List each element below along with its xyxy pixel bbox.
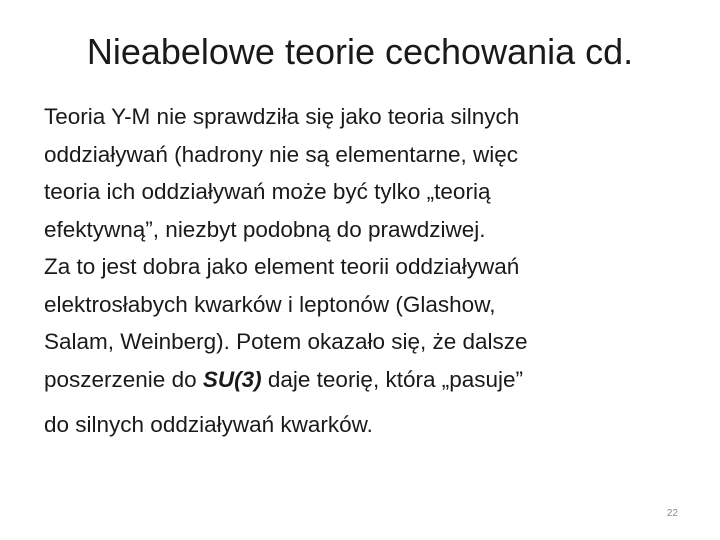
body-line-5: Za to jest dobra jako element teorii oddziaływań: [44, 254, 520, 279]
body-line-3: teoria ich oddziaływań może być tylko „teorią: [44, 179, 491, 204]
body-line-8: [44, 361, 694, 399]
body-line-4: efektywną”, niezbyt podobną do prawdziwej.: [44, 216, 486, 242]
body-line-2: oddziaływań (hadrony nie są elementarne, więc: [44, 141, 519, 167]
slide-body: [44, 98, 694, 444]
body-line-8-end: daje teorię, która „pasuje”: [261, 366, 524, 392]
page-number: 22: [666, 508, 678, 519]
body-line-1: Teoria Y-M nie sprawdziła się jako teoria silnych: [44, 104, 520, 129]
su3-emphasis: SU(3): [202, 366, 262, 392]
body-line-9: do silnych oddziaływań kwarków.: [44, 412, 373, 437]
body-line-6: elektrosłabych kwarków i leptonów (Glashow,: [44, 291, 496, 317]
body-line-8-start: poszerzenie do: [44, 366, 203, 392]
body-line-7: Salam, Weinberg). Potem okazało się, że dalsze: [44, 329, 528, 354]
slide-title: Nieabelowe teorie cechowania cd.: [86, 31, 634, 72]
